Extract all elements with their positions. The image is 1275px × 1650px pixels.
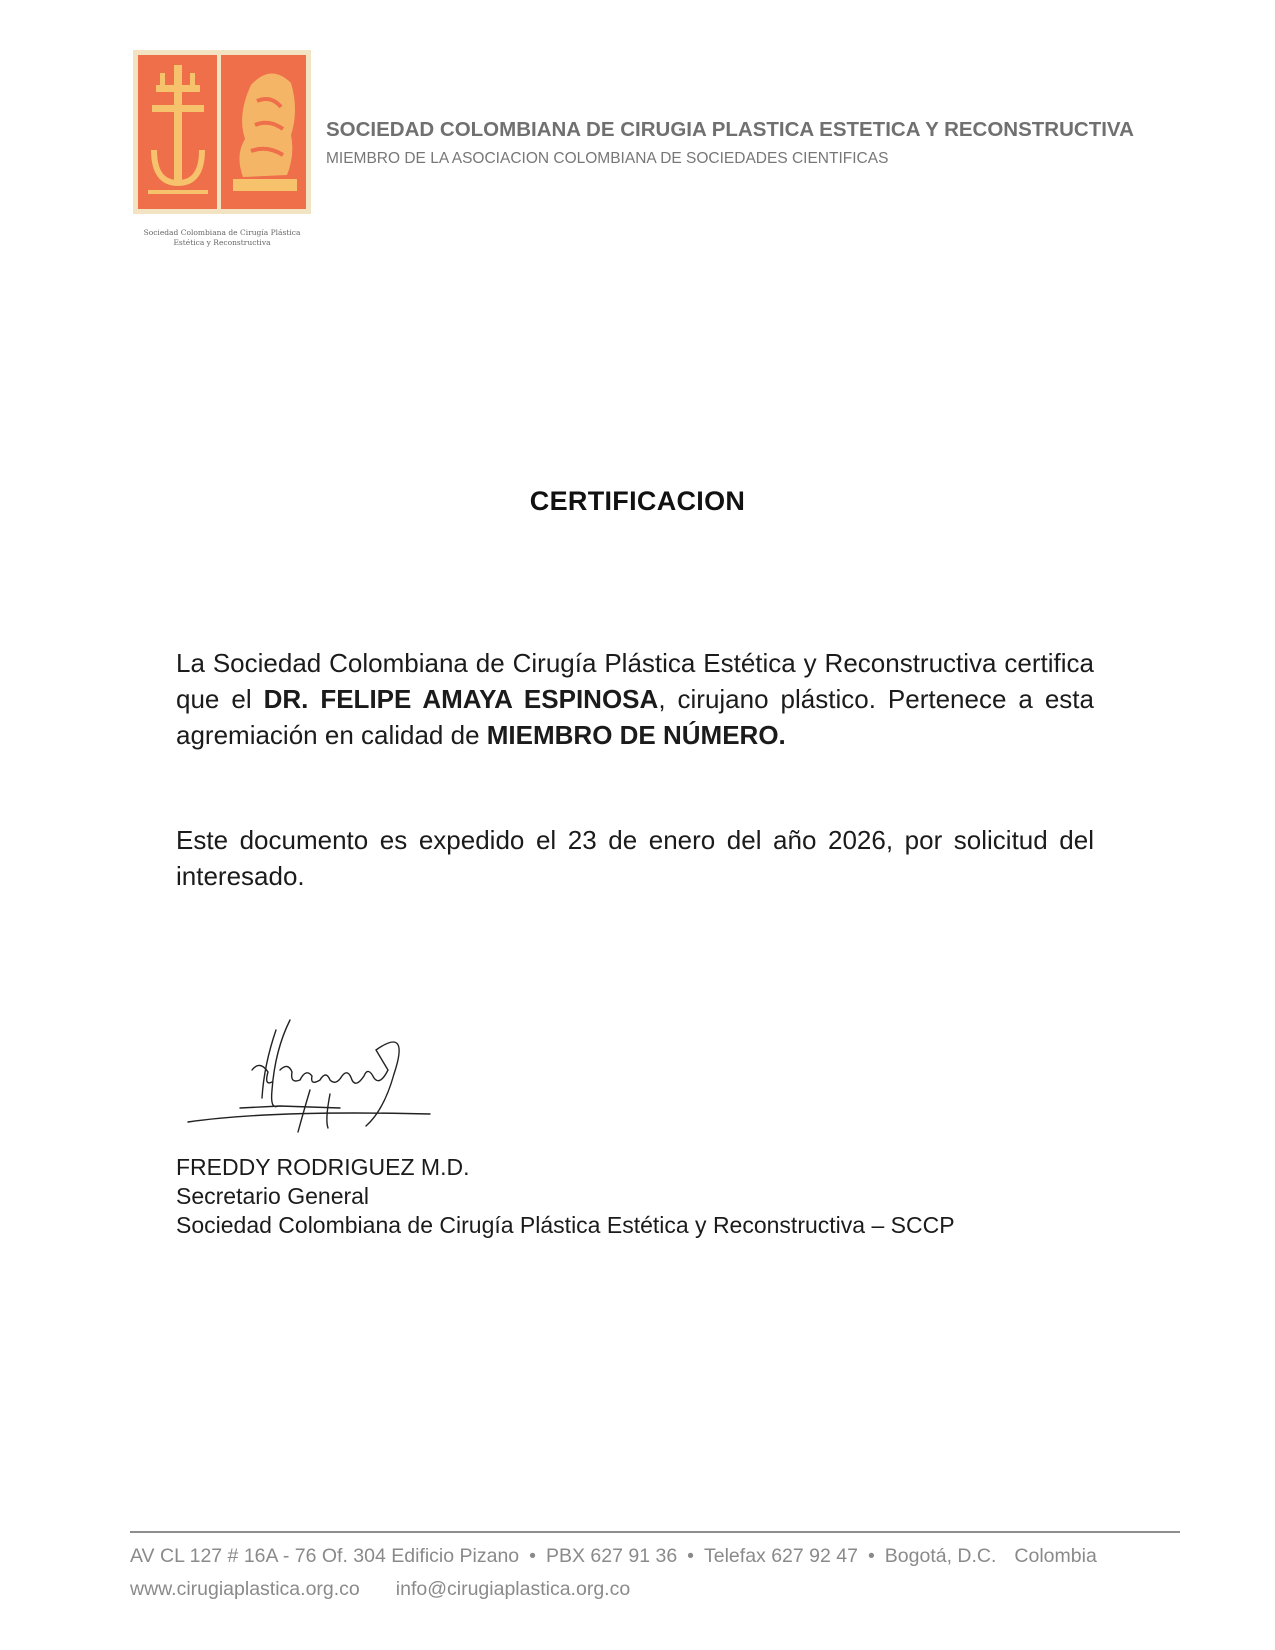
footer-address: AV CL 127 # 16A - 76 Of. 304 Edificio Pizano [130,1545,520,1567]
footer-telefax: Telefax 627 92 47 [704,1545,858,1567]
footer-contact-line [130,1545,1097,1568]
footer-website-link[interactable]: www.cirugiaplastica.org.co [130,1578,360,1600]
society-logo [133,50,311,214]
logo-caption: Sociedad Colombiana de Cirugía Plástica Estética y Reconstructiva [143,228,301,247]
handwritten-signature [180,1010,450,1140]
footer-email-link[interactable]: info@cirugiaplastica.org.co [395,1578,631,1600]
footer-separator: • [867,1545,875,1567]
footer-divider [130,1531,1180,1533]
organization-affiliation: MIEMBRO DE LA ASOCIACION COLOMBIANA DE SOCIEDADES CIENTIFICAS [326,150,889,167]
doctor-name: DR. FELIPE AMAYA ESPINOSA [263,684,659,714]
certification-paragraph [176,645,1094,753]
signatory-organization: Sociedad Colombiana de Cirugía Plástica Estética y Reconstructiva – SCCP [176,1212,955,1238]
footer-country: Colombia [1014,1545,1097,1567]
issuance-paragraph: Este documento es expedido el 23 de enero del año 2026, por solicitud del interesado. [176,825,1094,891]
footer-pbx: PBX 627 91 36 [545,1545,678,1567]
organization-name: SOCIEDAD COLOMBIANA DE CIRUGIA PLASTICA ESTETICA Y RECONSTRUCTIVA [326,118,1134,141]
footer-separator: • [529,1545,536,1567]
document-title: CERTIFICACION [529,486,746,516]
paragraph-intro: La Sociedad Colombiana de Cirugía Plástica Estética y Reconstructiva certifica que el [176,648,1094,714]
signatory-name: FREDDY RODRIGUEZ M.D. [176,1154,470,1180]
sculpture-emblem-icon [221,55,306,209]
signatory-block [176,1153,955,1240]
footer-separator: • [687,1545,694,1567]
paragraph-middle: , cirujano plástico. Pertenece a esta agremiación en calidad de [176,684,1094,750]
footer-city: Bogotá, D.C. [884,1545,997,1567]
footer-web-line [130,1578,630,1601]
signatory-role: Secretario General [176,1183,370,1209]
cross-emblem-icon [138,55,217,209]
membership-type: MIEMBRO DE NÚMERO. [486,720,786,750]
